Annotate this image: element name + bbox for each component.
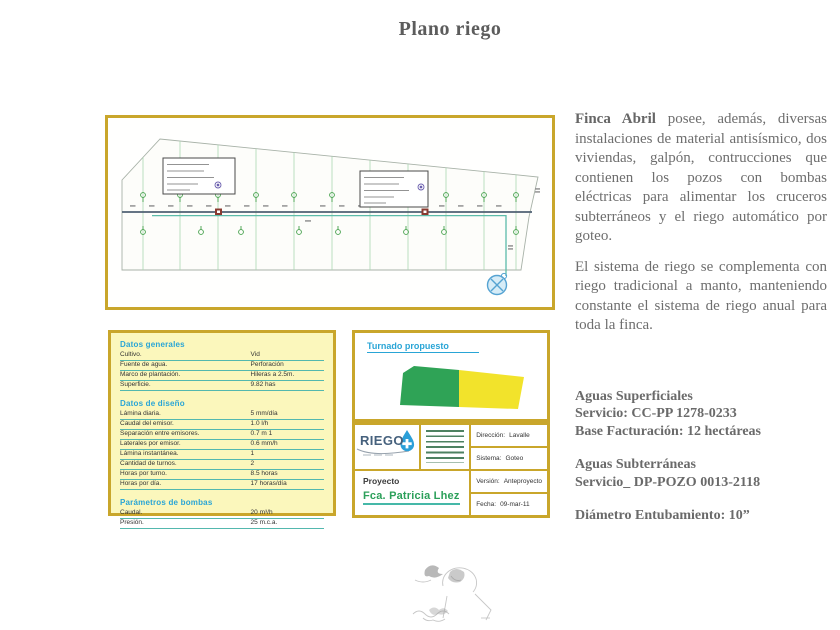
field-label: Fecha: [476, 501, 497, 508]
service-number: Servicio: CC-PP 1278-0233 [575, 406, 737, 421]
turn-2-yellow-area [459, 370, 524, 409]
row-value: 0.6 mm/h [250, 439, 278, 447]
datos-diseno-section [120, 399, 324, 490]
title-block-left [355, 425, 471, 515]
irrigation-plan-box [105, 115, 555, 310]
turnado-title: Turnado propuesto [367, 341, 479, 353]
turnado-field-shape [355, 333, 547, 419]
row-label: Cultivo. [120, 351, 142, 358]
row-label: Lámina diaria. [120, 409, 161, 417]
services-info-block [575, 388, 827, 525]
project-label: Proyecto [363, 476, 400, 486]
table-row [120, 351, 324, 361]
row-label: Horas por turno. [120, 469, 167, 477]
paragraph-sistema-riego: El sistema de riego se complementa con riego tradicional a manto, manteniendo constante el sistema de riego anual para toda la finca. [575, 258, 827, 333]
field-row [471, 425, 547, 448]
table-row [120, 430, 324, 440]
field-value: Goteo [505, 455, 524, 462]
contact-cell [421, 425, 469, 469]
row-label: Horas por día. [120, 479, 162, 487]
row-label: Laterales por emisor. [120, 439, 181, 447]
row-value: 8.5 horas [250, 469, 278, 477]
table-row [120, 450, 324, 460]
aguas-subterraneas-group [575, 456, 827, 491]
aguas-superficiales-group [575, 388, 827, 441]
project-cell [355, 471, 469, 515]
group-title: Aguas Subterráneas [575, 457, 696, 472]
row-value: 17 horas/día [250, 479, 287, 487]
title-block [352, 422, 550, 518]
row-value: Hileras a 2.5m. [250, 370, 295, 378]
data-tables-box [108, 330, 336, 526]
title-block-fields [471, 425, 547, 515]
table-row [120, 410, 324, 420]
row-value: 2 [250, 459, 255, 467]
irrigation-plan-drawing [108, 118, 552, 307]
row-value: 20 m³/h [250, 508, 273, 516]
table-row [120, 381, 324, 391]
pencil-sketch-drawing [395, 552, 505, 627]
row-value: Vid [250, 351, 260, 358]
table-row [120, 470, 324, 480]
section-title: Parámetros de bombas [120, 497, 213, 507]
table-row [120, 361, 324, 371]
row-label: Lámina instantánea. [120, 449, 179, 457]
row-value: 9.82 has [250, 380, 276, 388]
row-value: Perforación [250, 360, 284, 368]
logo-text: RIEGO [360, 433, 404, 448]
section-title: Datos generales [120, 340, 185, 349]
row-label: Presión. [120, 518, 144, 526]
row-value: 5 mm/día [250, 409, 278, 417]
table-row [120, 460, 324, 470]
riego-logo [355, 425, 421, 469]
field-value: Lavalle [509, 432, 530, 439]
row-label: Separación entre emisores. [120, 429, 200, 437]
turnado-box [352, 330, 550, 422]
field-label: Dirección: [476, 432, 506, 439]
diametro-line: Diámetro Entubamiento: 10” [575, 508, 750, 523]
field-label: Versión: [476, 478, 500, 485]
description-column [575, 110, 827, 541]
paragraph-lead: Finca Abril [575, 111, 656, 127]
datos-generales-section [120, 340, 324, 391]
row-label: Marco de plantación. [120, 370, 181, 378]
page-title: Plano riego [398, 18, 502, 40]
row-label: Cantidad de turnos. [120, 459, 177, 467]
row-value: 1 [250, 449, 255, 457]
well-icon [488, 273, 507, 294]
sector-info-box-1 [163, 158, 235, 194]
group-title: Aguas Superficiales [575, 388, 693, 404]
table-row [120, 509, 324, 519]
field-row [471, 494, 547, 515]
section-title: Datos de diseño [120, 398, 185, 408]
table-row [120, 480, 324, 490]
logo-row [355, 425, 469, 471]
field-row [471, 471, 547, 494]
table-row [120, 440, 324, 450]
field-row [471, 448, 547, 471]
row-label: Fuente de agua. [120, 360, 168, 368]
field-value: 09-mar-11 [500, 501, 530, 508]
field-value: Anteproyecto [503, 478, 542, 485]
project-name: Fca. Patricia Lhez [363, 490, 460, 505]
table-row [120, 420, 324, 430]
base-facturacion: Base Facturación: 12 hectáreas [575, 423, 761, 439]
row-value: 25 m.c.a. [250, 518, 278, 526]
row-value: 1.0 l/h [250, 419, 269, 427]
row-label: Caudal. [120, 508, 143, 516]
table-row [120, 519, 324, 529]
field-label: Sistema: [476, 455, 502, 462]
service-number: Servicio_ DP-POZO 0013-2118 [575, 474, 761, 490]
paragraph-finca-abril: Finca Abril posee, además, diversas instalaciones de material antisísmico, dos viviendas, galpón, contrucciones que contienen los pozos con bombas eléctricas para alimentar los cruceros subterráneos y el riego automático por goteo. [575, 111, 827, 244]
fine-print-text [426, 430, 464, 463]
row-value: 0.7 m 1 [250, 429, 273, 437]
turn-1-green-area [400, 366, 459, 407]
sector-info-box-2 [360, 171, 428, 207]
row-label: Superficie. [120, 380, 151, 388]
table-row [120, 371, 324, 381]
row-label: Caudal del emisor. [120, 419, 174, 427]
parametros-bombas-section [120, 498, 324, 529]
